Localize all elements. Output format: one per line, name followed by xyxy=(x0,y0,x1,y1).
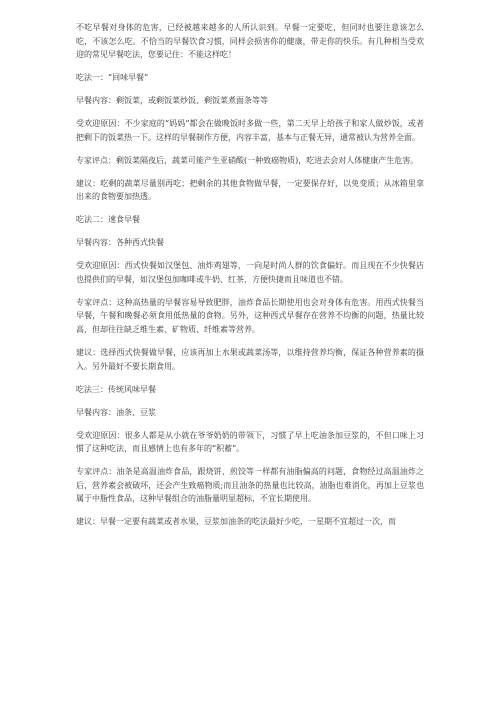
intro-paragraph: 不吃早餐对身体的危害，已经被越来越多的人所认识到。早餐一定要吃，但同时也要注意该怎么吃，不该怎么吃。不恰当的早餐饮食习惯，同样会损害你的健康，带走你的快乐。有几种相当受欢迎的常见早餐吃法，您要记住：不能这样吃！ xyxy=(76,23,424,60)
popularity-reason-2: 受欢迎原因：西式快餐如汉堡包、油炸鸡翅等，一向是时尚人群的饮食偏好。而且现在不少快餐店也提供们的早餐，如汉堡包加咖啡或牛奶、红茶，方便快捷而且味道也不错。 xyxy=(76,261,424,284)
document-page xyxy=(76,21,424,538)
section-heading-method-2: 吃法二：速食早餐 xyxy=(76,215,140,225)
breakfast-content-2: 早餐内容：各种西式快餐 xyxy=(76,238,164,248)
section-heading-method-1: 吃法一：“回味早餐” xyxy=(76,73,149,83)
breakfast-content-1: 早餐内容：剩饭菜，或剩饭菜炒饭、剩饭菜煮面条等等 xyxy=(76,96,268,106)
suggestion-2: 建议：选择西式快餐做早餐，应该再加上水果或蔬菜汤等，以维持营养均衡，保证各种营养素的摄入。另外最好不要长期食用。 xyxy=(76,348,424,371)
expert-comment-1: 专家评点：剩饭菜隔夜后，蔬菜可能产生亚硝酸(一种致癌物质)，吃进去会对人体健康产生危害。 xyxy=(76,155,419,165)
section-heading-method-3: 吃法三：传统风味早餐 xyxy=(76,384,156,394)
suggestion-3: 建议：早餐一定要有蔬菜或者水果，豆浆加油条的吃法最好少吃，一星期不宜超过一次，而 xyxy=(76,517,396,527)
expert-comment-2: 专家评点：这种高热量的早餐容易导致肥胖，油炸食品长期使用也会对身体有危害。用西式快餐当早餐，午餐和晚餐必须食用低热量的食物。另外，这种西式早餐存在营养不均衡的问题，热量比较高，但却往往缺乏维生素、矿物质、纤维素等营养。 xyxy=(76,297,424,335)
expert-comment-3: 专家评点：油条是高温油炸食品，跟烧饼、煎饺等一样都有油脂偏高的问题，食物经过高温油炸之后，营养素会被破坏，还会产生致癌物质;而且油条的热量也比较高，油脂也难消化，再加上豆浆也属于中脂性食品，这种早餐组合的油脂量明显超标，不宜长期使用。 xyxy=(76,467,424,504)
suggestion-1: 建议：吃剩的蔬菜尽量别再吃；把剩余的其他食物做早餐，一定要保存好，以免变质；从冰箱里拿出来的食物要加热透。 xyxy=(76,178,424,202)
popularity-reason-3: 受欢迎原因：很多人都是从小就在爷爷奶奶的带领下，习惯了早上吃油条加豆浆的，不但口味上习惯了这种吃法，而且感情上也有多年的“积蓄”。 xyxy=(76,430,424,454)
breakfast-content-3: 早餐内容：油条、豆浆 xyxy=(76,407,156,417)
popularity-reason-1: 受欢迎原因：不少家庭的“妈妈”都会在做晚饭时多做一些，第二天早上给孩子和家人做炒饭，或者把剩下的饭菜热一下。这样的早餐制作方便，内容丰富，基本与正餐无异，通常被认为营养全面。 xyxy=(76,119,424,142)
